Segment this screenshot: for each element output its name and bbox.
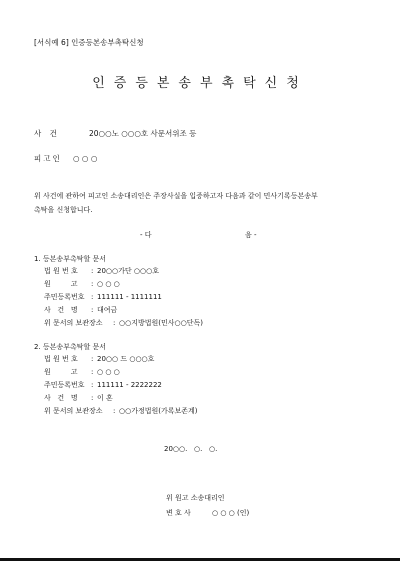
row-label: 위 문서의 보관장소 (44, 407, 103, 415)
document-title: 인증등본송부촉탁신청 (92, 76, 308, 91)
section1-heading: 1. 등본송부촉탁할 문서 (34, 255, 106, 263)
filing-date: 20○○. ○. ○. (164, 445, 218, 453)
row-sep: : (91, 355, 94, 363)
row-sep: : (91, 267, 94, 275)
form-number: [서식예 6] 인증등본송부촉탁신청 (34, 38, 144, 47)
bottom-rule (0, 558, 400, 561)
row-value: 이 혼 (97, 394, 113, 402)
defendant-label: 피고인 (34, 154, 62, 163)
row-label: 주민등록번호 (44, 381, 85, 389)
row-label: 주민등록번호 (44, 293, 85, 301)
row-value: ○ ○ ○ (97, 280, 120, 288)
row-label: 원 고 (44, 280, 78, 288)
row-sep: : (91, 293, 94, 301)
row-sep: : (91, 368, 94, 376)
row-value: 20○○가단 ○○○호 (97, 267, 159, 275)
row-value: ○○가정법원(가록보존계) (119, 407, 198, 415)
case-label: 사 건 (34, 129, 57, 138)
row-sep: : (91, 306, 94, 314)
row-label: 원 고 (44, 368, 78, 376)
row-label: 사 건 명 (44, 306, 78, 314)
signer-role: 위 원고 소송대리인 (166, 494, 225, 502)
next-heading-left: - 다 (140, 231, 152, 239)
row-label: 법 원 번 호 (44, 267, 78, 275)
row-sep: : (91, 381, 94, 389)
section2-heading: 2. 등본송부촉탁할 문서 (34, 343, 106, 351)
signer-title: 변 호 사 (166, 509, 191, 517)
row-value: 111111 - 1111111 (97, 293, 162, 301)
row-value: 20○○ 드 ○○○호 (97, 355, 155, 363)
next-heading-right: 음 - (245, 231, 257, 239)
row-sep: : (91, 394, 94, 402)
intro-line-2: 촉탁을 신청합니다. (34, 206, 93, 214)
defendant-value: ○ ○ ○ (73, 154, 98, 163)
row-value: ○ ○ ○ (97, 368, 120, 376)
row-sep: : (113, 319, 116, 327)
row-value: 대여금 (97, 306, 118, 314)
row-sep: : (113, 407, 116, 415)
row-value: 111111 - 2222222 (97, 381, 162, 389)
row-label: 법 원 번 호 (44, 355, 78, 363)
row-label: 사 건 명 (44, 394, 78, 402)
row-sep: : (91, 280, 94, 288)
case-value: 20○○노 ○○○호 사문서위조 등 (89, 129, 197, 138)
signer-name: ○ ○ ○ (인) (212, 509, 250, 517)
intro-line-1: 위 사건에 관하여 피고인 소송대리인은 주장사실을 입증하고자 다음과 같이 민사기록등본송부 (34, 192, 318, 200)
row-label: 위 문서의 보관장소 (44, 319, 103, 327)
row-value: ○○지방법원(민사○○단독) (119, 319, 203, 327)
